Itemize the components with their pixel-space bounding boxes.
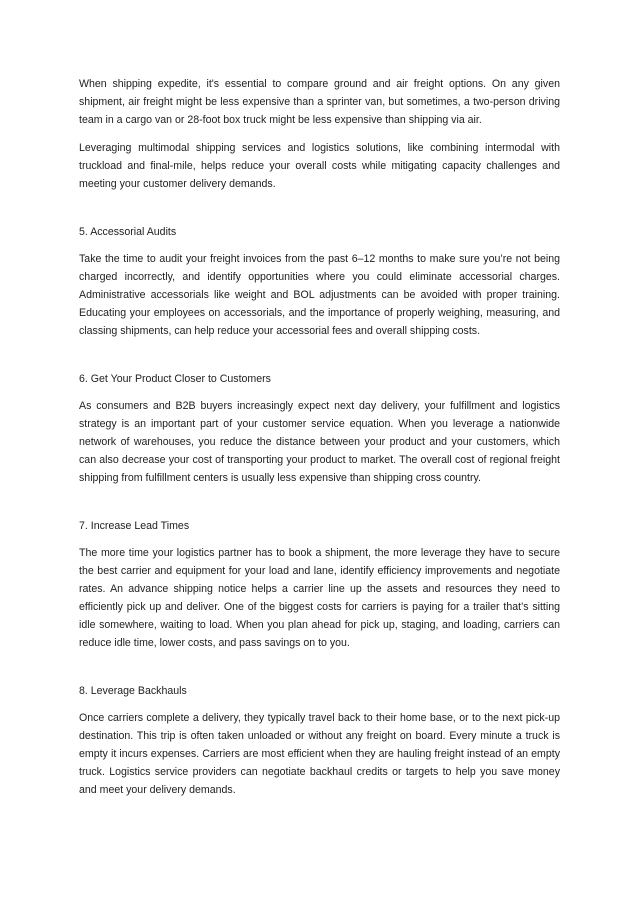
section-paragraph: Once carriers complete a delivery, they typically travel back to their home base, or to the next pick-up destination. This trip is often taken unloaded or without any freight on board. Every minute a truck is empty it incurs expenses. Carriers are most efficient when they are hauling freight instead of an empty truck. Logistics service providers can negotiate backhaul credits or targets to help you save money and meet your delivery demands. — [79, 712, 560, 796]
section-paragraph: As consumers and B2B buyers increasingly expect next day delivery, your fulfillment and logistics strategy is an important part of your customer service equation. When you leverage a nationwide network of warehouses, you reduce the distance between your product and your customers, which can also decrease your cost of transporting your product to market. The overall cost of regional freight shipping from fulfillment centers is usually less expensive than shipping cross country. — [79, 400, 560, 484]
section-paragraph: Take the time to audit your freight invoices from the past 6–12 months to make sure you’re not being charged incorrectly, and identify opportunities where you could eliminate accessorial charges. Administrative accessorials like weight and BOL adjustments can be avoided with proper training. Educating your employees on accessorials, and the importance of properly weighing, measuring, and classing shipments, can help reduce your accessorial fees and overall shipping costs. — [79, 253, 560, 337]
intro-paragraph-1: When shipping expedite, it's essential to compare ground and air freight options. On any given shipment, air freight might be less expensive than a sprinter van, but sometimes, a two-person driving team in a cargo van or 28-foot box truck might be less expensive than shipping via air. — [79, 78, 560, 126]
intro-paragraph-2: Leveraging multimodal shipping services and logistics solutions, like combining intermodal with truckload and final-mile, helps reduce your overall costs while mitigating capacity challenges and meeting your customer delivery demands. — [79, 142, 560, 190]
section-heading: 8. Leverage Backhauls — [79, 685, 187, 697]
section-heading: 5. Accessorial Audits — [79, 226, 177, 238]
section-paragraph: The more time your logistics partner has to book a shipment, the more leverage they have to secure the best carrier and equipment for your load and lane, identify efficiency improvements and negotiate rates. An advance shipping notice helps a carrier line up the assets and resources they need to efficiently pick up and deliver. One of the biggest costs for carriers is paying for a trailer that’s sitting idle somewhere, waiting to load. When you plan ahead for pick up, staging, and loading, carriers can reduce idle time, lower costs, and pass savings on to you. — [79, 547, 560, 649]
document-body — [79, 75, 560, 809]
section-accessorial-audits — [79, 223, 560, 340]
section-heading: 7. Increase Lead Times — [79, 520, 190, 532]
section-lead-times — [79, 517, 560, 652]
section-product-closer — [79, 370, 560, 487]
section-backhauls — [79, 682, 560, 799]
section-heading: 6. Get Your Product Closer to Customers — [79, 373, 271, 385]
